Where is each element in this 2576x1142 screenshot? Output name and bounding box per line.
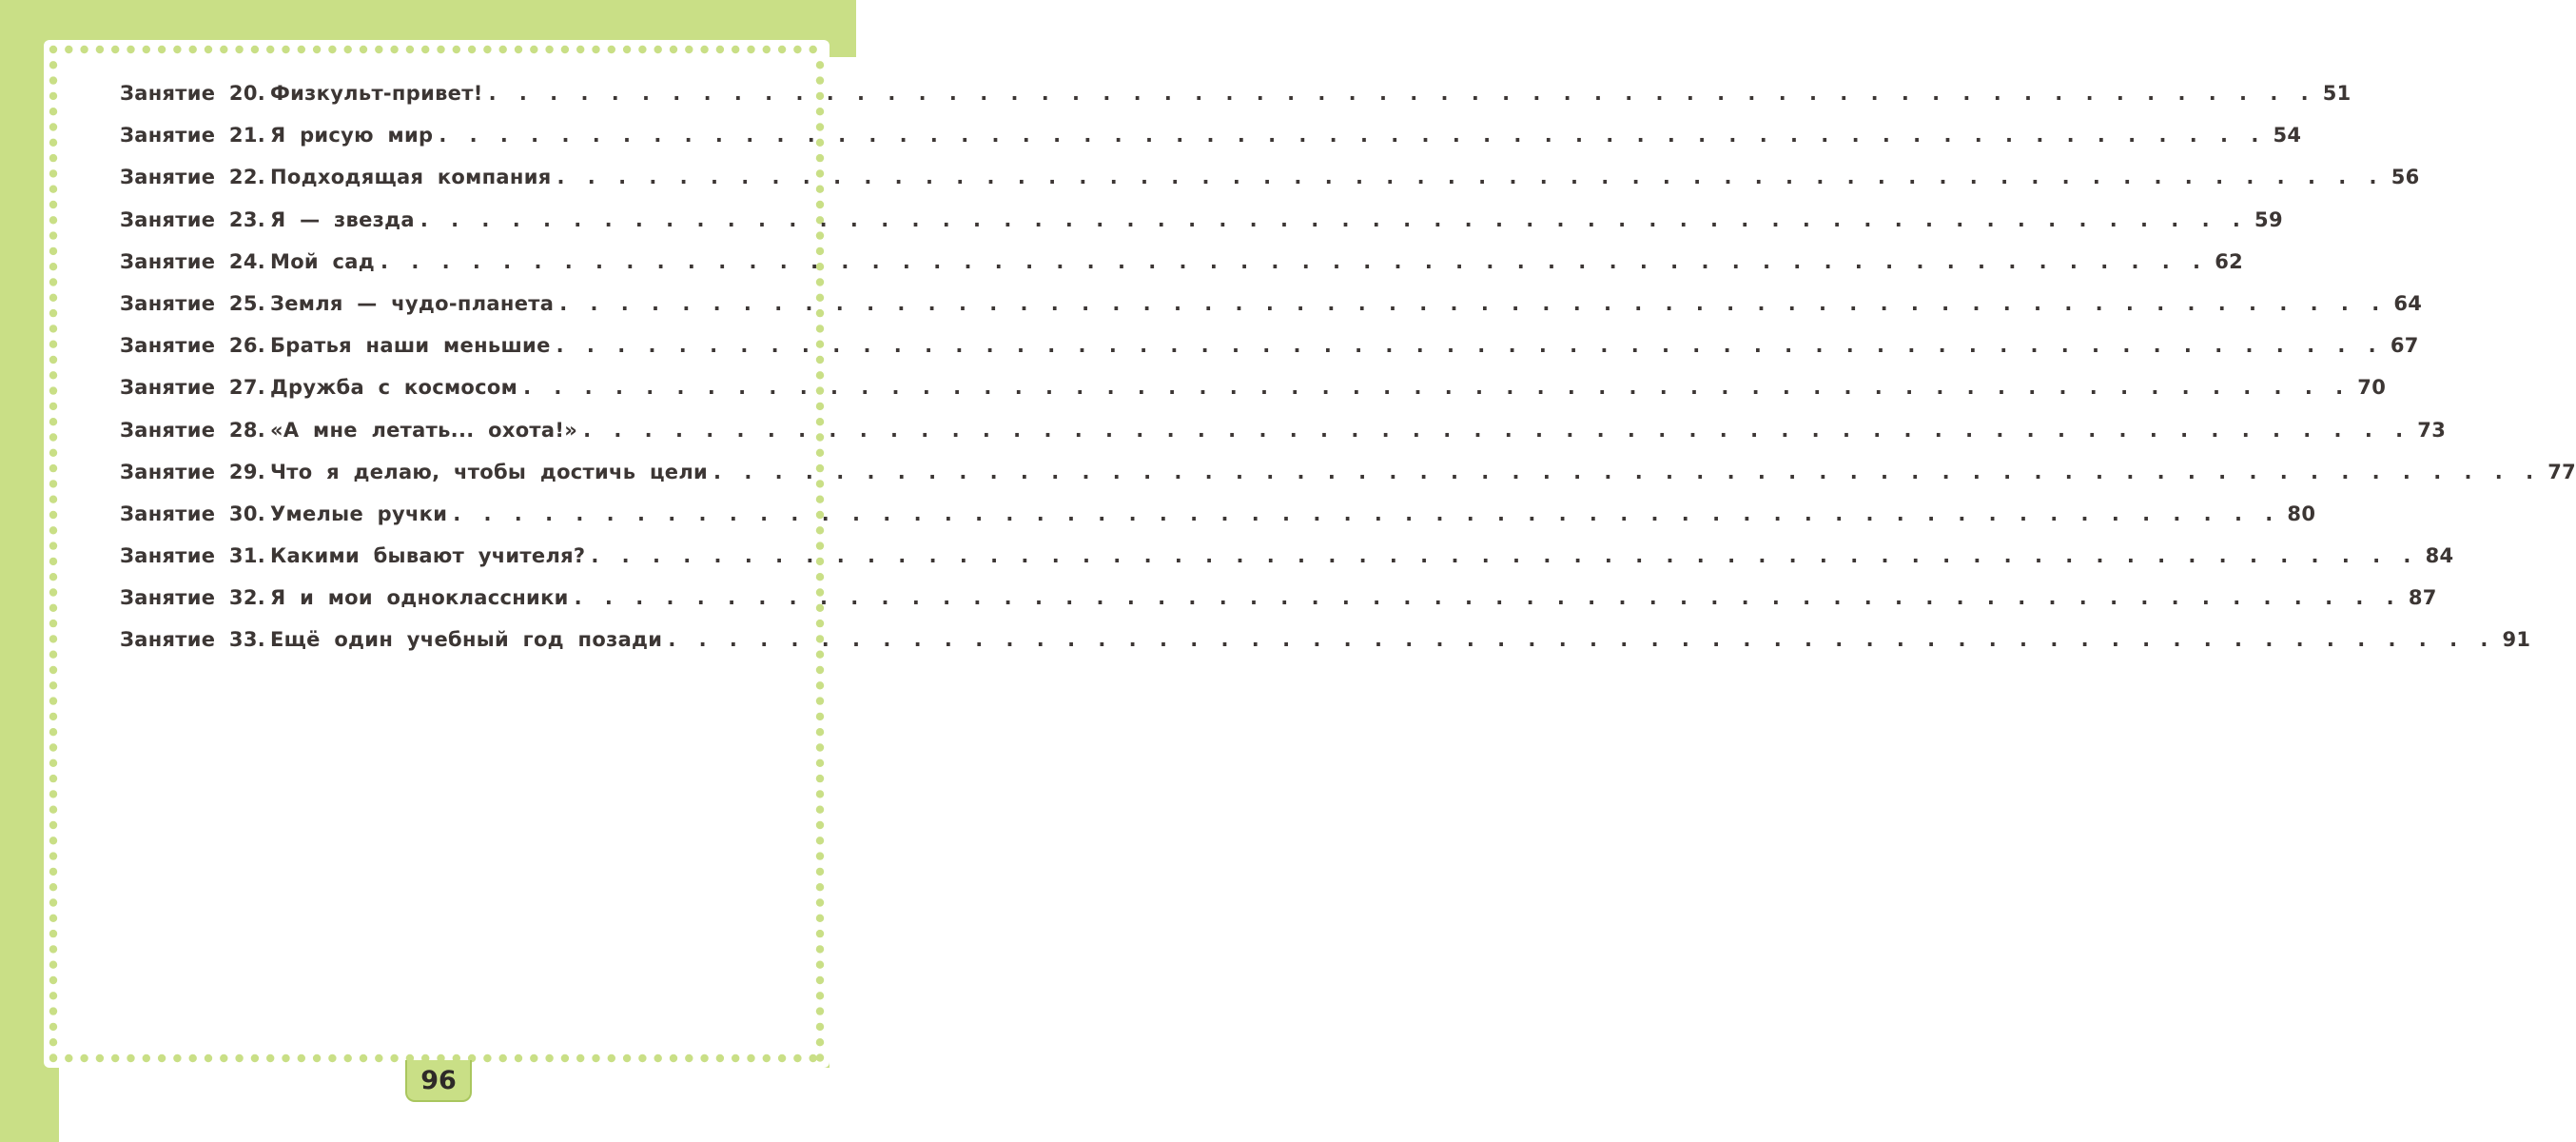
toc-entry-page: 77 — [2547, 460, 2576, 483]
toc-entry-page: 64 — [2393, 291, 2423, 315]
page-number: 96 — [420, 1065, 457, 1095]
toc-entry-label: Занятие 22. — [120, 166, 266, 189]
toc-dot-leader: . . . . . . . . . . . . . . . . . . . . . . . . . . . . . . . . . . . . . . . . . . . . . . . . . . . . . . . . . . . . — [381, 249, 2206, 273]
toc-dot-leader: . . . . . . . . . . . . . . . . . . . . . . . . . . . . . . . . . . . . . . . . . . . . . . . . . . . . . . . . . . . . — [556, 334, 2381, 358]
toc-dot-leader: . . . . . . . . . . . . . . . . . . . . . . . . . . . . . . . . . . . . . . . . . . . . . . . . . . . . . . . . . . . . — [439, 124, 2264, 148]
toc-entry — [120, 619, 2531, 660]
toc-dot-leader: . . . . . . . . . . . . . . . . . . . . . . . . . . . . . . . . . . . . . . . . . . . . . . . . . . . . . . . . . . . . — [668, 628, 2493, 652]
toc-entry-title: Подходящая компания — [270, 166, 552, 189]
toc-entry-label: Занятие 33. — [120, 628, 266, 652]
toc-entry-page: 59 — [2254, 207, 2283, 231]
toc-entry-title: Физкульт-привет! — [270, 82, 483, 105]
toc-entry-page: 91 — [2502, 628, 2531, 652]
toc-entry-page: 70 — [2357, 376, 2387, 400]
toc-entry-label: Занятие 28. — [120, 418, 266, 442]
toc-entry-page: 51 — [2322, 82, 2352, 105]
toc-entry-title: «А мне летать... охота!» — [270, 418, 578, 442]
table-of-contents — [120, 72, 2576, 661]
toc-entry — [120, 325, 2419, 366]
toc-entry-page: 54 — [2273, 124, 2302, 148]
toc-dot-leader: . . . . . . . . . . . . . . . . . . . . . . . . . . . . . . . . . . . . . . . . . . . . . . . . . . . . . . . . . . . . — [559, 291, 2385, 315]
toc-dot-leader: . . . . . . . . . . . . . . . . . . . . . . . . . . . . . . . . . . . . . . . . . . . . . . . . . . . . . . . . . . . . — [591, 544, 2416, 568]
toc-dot-leader: . . . . . . . . . . . . . . . . . . . . . . . . . . . . . . . . . . . . . . . . . . . . . . . . . . . . . . . . . . . . — [488, 82, 2313, 105]
toc-entry-label: Занятие 20. — [120, 82, 266, 105]
toc-entry — [120, 535, 2454, 577]
toc-entry-label: Занятие 27. — [120, 376, 266, 400]
toc-entry-title: Дружба с космосом — [270, 376, 518, 400]
toc-entry-page: 67 — [2390, 334, 2419, 358]
toc-entry-label: Занятие 21. — [120, 124, 266, 148]
toc-entry — [120, 241, 2244, 283]
toc-entry-label: Занятие 25. — [120, 291, 266, 315]
toc-dot-leader: . . . . . . . . . . . . . . . . . . . . . . . . . . . . . . . . . . . . . . . . . . . . . . . . . . . . . . . . . . . . — [453, 502, 2278, 525]
toc-entry-page: 73 — [2417, 418, 2447, 442]
toc-entry — [120, 156, 2420, 198]
toc-entry — [120, 577, 2437, 619]
toc-entry-title: Я — звезда — [270, 207, 415, 231]
toc-dot-leader: . . . . . . . . . . . . . . . . . . . . . . . . . . . . . . . . . . . . . . . . . . . . . . . . . . . . . . . . . . . . — [556, 166, 2382, 189]
toc-entry-title: Что я делаю, чтобы достичь цели — [270, 460, 709, 483]
page-number-tab — [405, 1060, 472, 1102]
toc-entry — [120, 283, 2423, 325]
toc-entry-title: Я и мои одноклассники — [270, 586, 569, 610]
toc-entry — [120, 493, 2316, 535]
toc-entry-title: Какими бывают учителя? — [270, 544, 586, 568]
toc-entry — [120, 199, 2283, 241]
toc-dot-leader: . . . . . . . . . . . . . . . . . . . . . . . . . . . . . . . . . . . . . . . . . . . . . . . . . . . . . . . . . . . . — [713, 460, 2539, 483]
toc-entry-page: 84 — [2425, 544, 2454, 568]
toc-entry-page: 87 — [2408, 586, 2437, 610]
toc-entry-label: Занятие 32. — [120, 586, 266, 610]
toc-dot-leader: . . . . . . . . . . . . . . . . . . . . . . . . . . . . . . . . . . . . . . . . . . . . . . . . . . . . . . . . . . . . — [420, 207, 2245, 231]
toc-dot-leader: . . . . . . . . . . . . . . . . . . . . . . . . . . . . . . . . . . . . . . . . . . . . . . . . . . . . . . . . . . . . — [523, 376, 2349, 400]
toc-entry-page: 80 — [2287, 502, 2316, 525]
toc-entry — [120, 409, 2447, 451]
toc-dot-leader: . . . . . . . . . . . . . . . . . . . . . . . . . . . . . . . . . . . . . . . . . . . . . . . . . . . . . . . . . . . . — [574, 586, 2399, 610]
toc-entry-page: 56 — [2391, 166, 2420, 189]
toc-entry-title: Я рисую мир — [270, 124, 434, 148]
toc-entry-label: Занятие 26. — [120, 334, 266, 358]
toc-entry-label: Занятие 30. — [120, 502, 266, 525]
toc-entry-title: Ещё один учебный год позади — [270, 628, 663, 652]
toc-entry-title: Мой сад — [270, 249, 376, 273]
toc-entry-label: Занятие 23. — [120, 207, 266, 231]
toc-entry — [120, 366, 2387, 408]
toc-entry — [120, 114, 2302, 156]
toc-entry-title: Земля — чудо-планета — [270, 291, 555, 315]
toc-entry — [120, 72, 2352, 114]
toc-dot-leader: . . . . . . . . . . . . . . . . . . . . . . . . . . . . . . . . . . . . . . . . . . . . . . . . . . . . . . . . . . . . — [583, 418, 2409, 442]
toc-entry-label: Занятие 31. — [120, 544, 266, 568]
toc-entry-title: Братья наши меньшие — [270, 334, 551, 358]
toc-entry-label: Занятие 24. — [120, 249, 266, 273]
toc-entry — [120, 451, 2576, 493]
toc-entry-page: 62 — [2215, 249, 2244, 273]
toc-entry-label: Занятие 29. — [120, 460, 266, 483]
toc-entry-title: Умелые ручки — [270, 502, 448, 525]
